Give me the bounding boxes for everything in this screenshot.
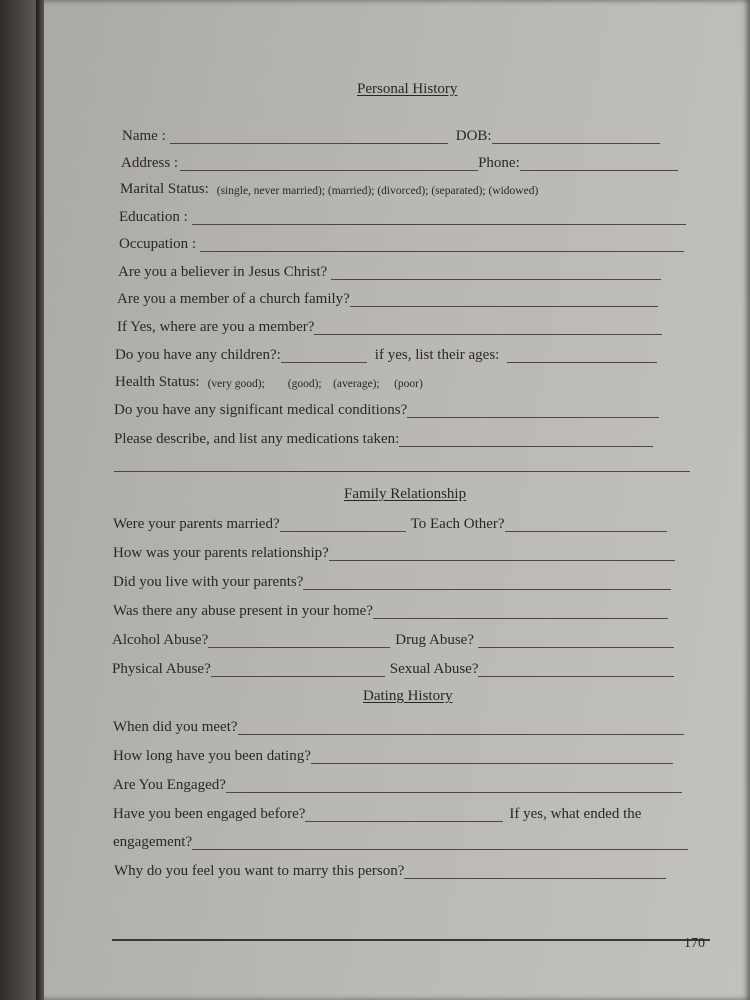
education-field[interactable] bbox=[192, 223, 686, 225]
occupation-row bbox=[119, 233, 684, 255]
ages-label: if yes, list their ages: bbox=[374, 347, 500, 363]
address-field[interactable] bbox=[180, 169, 478, 171]
ended-label: If yes, what ended the bbox=[509, 806, 642, 822]
live-with-parents-field[interactable] bbox=[303, 588, 671, 590]
children-field[interactable] bbox=[281, 361, 367, 363]
parents-married-field[interactable] bbox=[280, 530, 406, 532]
education-row bbox=[119, 206, 686, 228]
dob-field[interactable] bbox=[492, 142, 660, 144]
where-member-row bbox=[117, 316, 662, 338]
parents-relationship-field[interactable] bbox=[329, 559, 675, 561]
physical-sexual-row bbox=[112, 658, 674, 680]
engagement-field[interactable] bbox=[192, 848, 688, 850]
parents-married-label: Were your parents married? bbox=[113, 516, 280, 532]
live-with-parents-label: Did you live with your parents? bbox=[113, 574, 304, 590]
drug-label: Drug Abuse? bbox=[395, 632, 474, 648]
engaged-label: Are You Engaged? bbox=[113, 777, 226, 793]
health-options[interactable]: (very good); (good); (average); (poor) bbox=[207, 378, 423, 390]
abuse-home-field[interactable] bbox=[373, 617, 668, 619]
how-long-field[interactable] bbox=[311, 762, 673, 764]
abuse-home-label: Was there any abuse present in your home? bbox=[113, 603, 373, 619]
parents-relationship-label: How was your parents relationship? bbox=[113, 545, 329, 561]
meet-field[interactable] bbox=[238, 733, 684, 735]
ages-field[interactable] bbox=[507, 361, 657, 363]
how-long-label: How long have you been dating? bbox=[113, 748, 311, 764]
medications-label: Please describe, and list any medications taken: bbox=[114, 431, 400, 447]
believer-field[interactable] bbox=[331, 278, 661, 280]
physical-field[interactable] bbox=[211, 675, 385, 677]
form-page bbox=[40, 0, 750, 1000]
physical-label: Physical Abuse? bbox=[112, 661, 211, 677]
medications-field[interactable] bbox=[399, 445, 653, 447]
phone-field[interactable] bbox=[520, 169, 678, 171]
page-gutter-edge bbox=[36, 0, 44, 1000]
section-title-personal-history: Personal History bbox=[357, 81, 458, 97]
alcohol-drug-row bbox=[112, 629, 674, 651]
health-label: Health Status: bbox=[115, 374, 200, 390]
live-with-parents-row bbox=[113, 571, 671, 593]
each-other-label: To Each Other? bbox=[410, 516, 505, 532]
children-label: Do you have any children?: bbox=[115, 347, 281, 363]
marital-row bbox=[120, 178, 538, 200]
footer-rule bbox=[112, 939, 710, 941]
medical-row bbox=[114, 399, 659, 421]
parents-relationship-row bbox=[113, 542, 675, 564]
believer-label: Are you a believer in Jesus Christ? bbox=[118, 264, 328, 280]
engaged-row bbox=[113, 774, 682, 796]
parents-married-row bbox=[113, 513, 667, 535]
page-number: 170 bbox=[684, 936, 705, 951]
marital-label: Marital Status: bbox=[120, 181, 209, 197]
why-marry-label: Why do you feel you want to marry this person? bbox=[114, 863, 405, 879]
engagement-row bbox=[113, 831, 688, 853]
church-member-row bbox=[117, 288, 658, 310]
section-title-family-relationship: Family Relationship bbox=[344, 486, 467, 502]
education-label: Education : bbox=[119, 209, 188, 225]
section-title-dating-history: Dating History bbox=[363, 688, 453, 704]
engaged-before-row bbox=[113, 803, 641, 825]
meet-label: When did you meet? bbox=[113, 719, 238, 735]
medical-label: Do you have any significant medical conditions? bbox=[114, 402, 408, 418]
why-marry-row bbox=[114, 860, 666, 882]
occupation-label: Occupation : bbox=[119, 236, 197, 252]
children-row bbox=[115, 344, 657, 366]
engaged-before-label: Have you been engaged before? bbox=[113, 806, 306, 822]
engagement-label: engagement? bbox=[113, 834, 193, 850]
church-member-field[interactable] bbox=[350, 305, 658, 307]
dob-label: DOB: bbox=[455, 128, 492, 144]
each-other-field[interactable] bbox=[505, 530, 667, 532]
phone-label: Phone: bbox=[478, 155, 520, 171]
how-long-row bbox=[113, 745, 673, 767]
occupation-field[interactable] bbox=[200, 250, 684, 252]
health-row bbox=[115, 371, 423, 393]
where-member-field[interactable] bbox=[314, 333, 662, 335]
meet-row bbox=[113, 716, 684, 738]
medical-field[interactable] bbox=[407, 416, 659, 418]
name-label: Name : bbox=[122, 128, 166, 144]
alcohol-field[interactable] bbox=[208, 646, 390, 648]
marital-options[interactable]: (single, never married); (married); (divorced); (separated); (widowed) bbox=[216, 185, 539, 197]
name-row bbox=[122, 125, 660, 147]
why-marry-field[interactable] bbox=[404, 877, 666, 879]
believer-row bbox=[118, 261, 661, 283]
sexual-field[interactable] bbox=[478, 675, 674, 677]
address-row bbox=[121, 152, 678, 174]
sexual-label: Sexual Abuse? bbox=[389, 661, 479, 677]
engaged-before-field[interactable] bbox=[305, 820, 503, 822]
name-field[interactable] bbox=[170, 142, 448, 144]
medications-row bbox=[114, 428, 653, 450]
church-member-label: Are you a member of a church family? bbox=[117, 291, 350, 307]
drug-field[interactable] bbox=[478, 646, 674, 648]
alcohol-label: Alcohol Abuse? bbox=[112, 632, 209, 648]
where-member-label: If Yes, where are you a member? bbox=[117, 319, 315, 335]
abuse-home-row bbox=[113, 600, 668, 622]
medications-continuation-line[interactable] bbox=[114, 471, 690, 472]
address-label: Address : bbox=[121, 155, 179, 171]
engaged-field[interactable] bbox=[226, 791, 682, 793]
